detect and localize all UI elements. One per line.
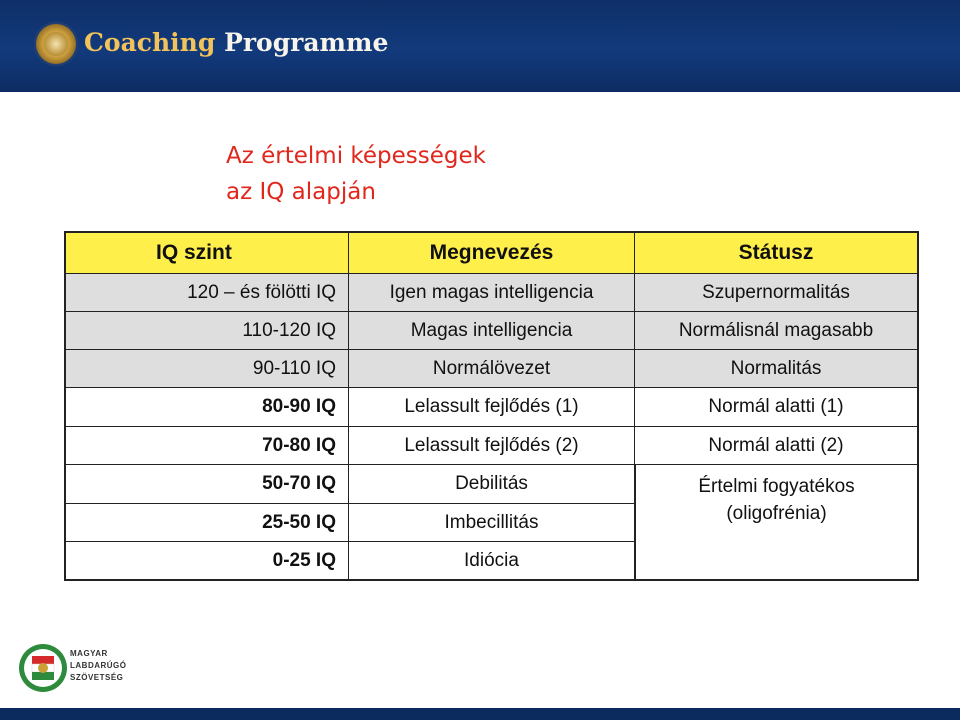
uefa-logo-icon bbox=[34, 22, 78, 66]
table-row bbox=[66, 387, 917, 426]
table-row bbox=[66, 464, 635, 503]
name-cell: Idiócia bbox=[349, 542, 635, 579]
header-status: Státusz bbox=[738, 241, 814, 264]
page-title-line1: Az értelmi képességek bbox=[226, 143, 486, 169]
table-row bbox=[66, 503, 635, 541]
name-cell: Normálövezet bbox=[349, 350, 635, 387]
name-cell: Imbecillitás bbox=[349, 504, 635, 541]
table-row bbox=[66, 273, 917, 311]
page-title bbox=[226, 138, 486, 210]
merged-status-line2: (oligofrénia) bbox=[726, 503, 827, 524]
iq-level-cell: 50-70 IQ bbox=[66, 465, 349, 503]
page-title-line2: az IQ alapján bbox=[226, 179, 376, 205]
iq-level-cell: 70-80 IQ bbox=[66, 427, 349, 464]
table-header-row bbox=[66, 233, 917, 273]
iq-level-cell: 120 – és fölötti IQ bbox=[66, 274, 349, 311]
header-band bbox=[0, 0, 960, 92]
header-title: Coaching Programme bbox=[84, 28, 389, 57]
name-cell: Magas intelligencia bbox=[349, 312, 635, 349]
name-cell: Lelassult fejlődés (1) bbox=[349, 388, 635, 426]
merged-status-line1: Értelmi fogyatékos bbox=[698, 476, 855, 497]
mlsz-crest-icon bbox=[18, 640, 68, 696]
status-cell: Normálisnál magasabb bbox=[678, 319, 874, 341]
iq-table bbox=[64, 231, 919, 581]
iq-level-cell: 0-25 IQ bbox=[66, 542, 349, 579]
table-row bbox=[66, 426, 917, 464]
header-iq-level: IQ szint bbox=[66, 233, 349, 273]
table-row bbox=[66, 311, 917, 349]
mlsz-text: MAGYAR LABDARÚGÓ SZÖVETSÉG bbox=[70, 649, 127, 682]
table-row bbox=[66, 541, 635, 579]
name-cell: Igen magas intelligencia bbox=[349, 274, 635, 311]
status-cell: Normál alatti (1) bbox=[708, 396, 844, 417]
status-cell: Szupernormalitás bbox=[702, 281, 850, 303]
name-cell: Lelassult fejlődés (2) bbox=[349, 427, 635, 464]
footer-bar bbox=[0, 708, 960, 720]
iq-level-cell: 90-110 IQ bbox=[66, 350, 349, 387]
iq-level-cell: 80-90 IQ bbox=[66, 388, 349, 426]
status-cell: Normalitás bbox=[730, 357, 822, 379]
iq-level-cell: 25-50 IQ bbox=[66, 504, 349, 541]
name-cell: Debilitás bbox=[349, 465, 635, 503]
iq-level-cell: 110-120 IQ bbox=[66, 312, 349, 349]
table-row bbox=[66, 349, 917, 387]
merged-status-cell bbox=[635, 464, 917, 579]
status-cell: Normál alatti (2) bbox=[708, 434, 844, 456]
header-name: Megnevezés bbox=[349, 233, 635, 273]
